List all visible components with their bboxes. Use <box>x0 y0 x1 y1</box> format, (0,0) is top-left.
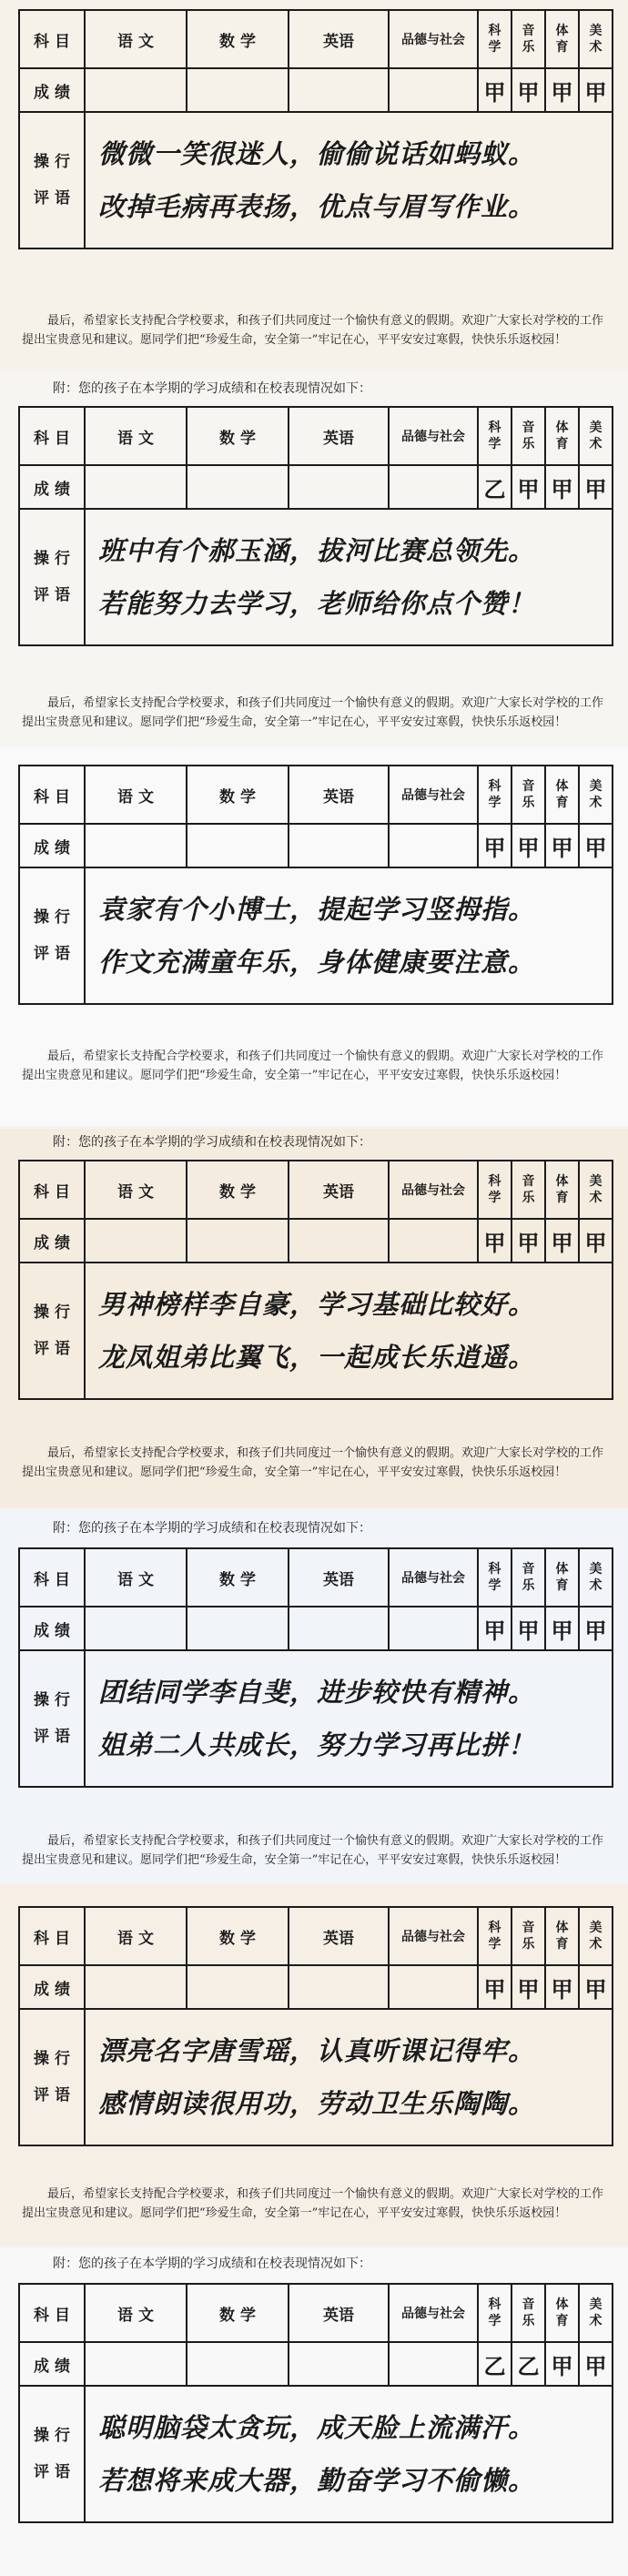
row-label-conduct <box>19 867 85 1004</box>
header-music <box>512 10 545 68</box>
comment-line: 微微一笑很迷人，偷偷说话如蚂蚁。 <box>98 138 536 169</box>
header-math: 数 学 <box>187 10 289 68</box>
header-pe-char: 体 <box>555 1921 569 1935</box>
grade-table <box>18 406 613 646</box>
header-pe <box>545 10 579 68</box>
header-science <box>478 1907 512 1965</box>
header-subject: 科 目 <box>19 766 85 824</box>
score-chinese <box>85 68 187 112</box>
grade-mark: 甲 <box>579 2342 613 2386</box>
header-chinese: 语 文 <box>85 1161 187 1219</box>
score-chinese <box>85 1965 187 2009</box>
grade-table <box>18 1547 613 1788</box>
score-math <box>187 1607 289 1650</box>
row-label-conduct-line: 操 行 <box>34 550 70 568</box>
grade-mark: 甲 <box>478 68 512 112</box>
score-morality <box>389 824 478 867</box>
score-chinese <box>85 1607 187 1650</box>
row-label-conduct <box>19 2386 85 2522</box>
header-english: 英语 <box>289 407 389 465</box>
closing-paragraph: 最后，希望家长支持配合学校要求，和孩子们共同度过一个愉快有意义的假期。欢迎广大家长对学校的工作提出宝贵意见和建议。愿同学们把“珍爱生命，安全第一”牢记在心，平平安安过寒假，快快乐乐返校园！ <box>22 1446 604 1479</box>
header-science-char: 科 <box>488 421 501 435</box>
closing-paragraph: 最后，希望家长支持配合学校要求，和孩子们共同度过一个愉快有意义的假期。欢迎广大家长对学校的工作提出宝贵意见和建议。愿同学们把“珍爱生命，安全第一”牢记在心，平平安安过寒假，快快乐乐返校园！ <box>22 314 604 347</box>
header-math: 数 学 <box>187 766 289 824</box>
header-pe <box>545 1161 579 1219</box>
score-morality <box>389 2342 478 2386</box>
header-science-char: 学 <box>488 40 501 55</box>
header-english: 英语 <box>289 766 389 824</box>
grade-mark: 甲 <box>545 1965 579 2009</box>
header-science-char: 学 <box>488 1937 501 1952</box>
header-science <box>478 1161 512 1219</box>
score-morality <box>389 68 478 112</box>
grade-mark: 甲 <box>579 824 613 867</box>
header-art-char: 美 <box>589 421 603 435</box>
score-english <box>289 2342 389 2386</box>
header-math: 数 学 <box>187 1161 289 1219</box>
header-pe <box>545 2284 579 2342</box>
score-english <box>289 1219 389 1263</box>
handwritten-comment <box>85 867 613 1004</box>
handwritten-comment <box>85 2386 613 2522</box>
header-science-char: 学 <box>488 437 501 451</box>
header-art-char: 术 <box>589 2314 603 2328</box>
header-music-char: 音 <box>522 1174 535 1189</box>
report-sheet <box>0 1511 628 1884</box>
header-english: 英语 <box>289 1907 389 1965</box>
grade-mark: 甲 <box>512 1219 545 1263</box>
handwritten-comment <box>85 2009 613 2145</box>
header-pe-char: 育 <box>555 1937 569 1952</box>
grade-table <box>18 9 613 249</box>
header-chinese: 语 文 <box>85 766 187 824</box>
score-english <box>289 1607 389 1650</box>
grade-mark: 甲 <box>478 1607 512 1650</box>
header-pe <box>545 407 579 465</box>
header-morality: 品德与社会 <box>389 10 478 68</box>
header-chinese: 语 文 <box>85 1907 187 1965</box>
closing-paragraph: 最后，希望家长支持配合学校要求，和孩子们共同度过一个愉快有意义的假期。欢迎广大家长对学校的工作提出宝贵意见和建议。愿同学们把“珍爱生命，安全第一”牢记在心，平平安安过寒假，快快乐乐返校园！ <box>22 2187 604 2220</box>
header-art <box>579 1161 613 1219</box>
header-music-char: 乐 <box>522 1937 535 1952</box>
header-english: 英语 <box>289 2284 389 2342</box>
intro-caption: 附：您的孩子在本学期的学习成绩和在校表现情况如下： <box>53 1135 371 1150</box>
row-label-conduct-line: 评 语 <box>34 586 70 604</box>
handwritten-comment <box>85 1650 613 1787</box>
score-chinese <box>85 824 187 867</box>
grade-table <box>18 765 613 1005</box>
comment-line: 漂亮名字唐雪瑶，认真听课记得牢。 <box>98 2035 536 2066</box>
header-pe <box>545 1548 579 1607</box>
score-english <box>289 1965 389 2009</box>
header-pe-char: 体 <box>555 421 569 435</box>
score-math <box>187 2342 289 2386</box>
header-chinese: 语 文 <box>85 2284 187 2342</box>
header-pe-char: 体 <box>555 2297 569 2312</box>
row-label-score: 成 绩 <box>19 2342 85 2386</box>
header-art-char: 美 <box>589 1174 603 1189</box>
grade-mark: 甲 <box>512 465 545 509</box>
header-science-char: 学 <box>488 1578 501 1593</box>
header-science <box>478 1548 512 1607</box>
intro-caption: 附：您的孩子在本学期的学习成绩和在校表现情况如下： <box>53 1521 371 1536</box>
header-english: 英语 <box>289 1548 389 1607</box>
grade-mark: 乙 <box>478 2342 512 2386</box>
comment-line: 姐弟二人共成长，努力学习再比拼！ <box>98 1729 536 1760</box>
handwritten-comment <box>85 112 613 248</box>
header-subject: 科 目 <box>19 1161 85 1219</box>
row-label-score: 成 绩 <box>19 68 85 112</box>
grade-mark: 甲 <box>545 68 579 112</box>
header-art <box>579 2284 613 2342</box>
header-subject: 科 目 <box>19 10 85 68</box>
comment-line: 班中有个郝玉涵，拔河比赛总领先。 <box>98 535 536 566</box>
header-music-char: 音 <box>522 779 535 794</box>
header-subject: 科 目 <box>19 2284 85 2342</box>
score-morality <box>389 465 478 509</box>
header-english: 英语 <box>289 1161 389 1219</box>
header-music-char: 音 <box>522 1562 535 1577</box>
grade-mark: 甲 <box>545 2342 579 2386</box>
header-pe-char: 育 <box>555 2314 569 2328</box>
header-music <box>512 766 545 824</box>
row-label-conduct-line: 评 语 <box>34 2463 70 2481</box>
header-pe-char: 育 <box>555 1578 569 1593</box>
header-pe-char: 育 <box>555 437 569 451</box>
grade-table <box>18 1160 613 1400</box>
header-pe-char: 育 <box>555 40 569 55</box>
handwritten-comment <box>85 509 613 645</box>
grade-mark: 甲 <box>579 68 613 112</box>
closing-paragraph: 最后，希望家长支持配合学校要求，和孩子们共同度过一个愉快有意义的假期。欢迎广大家长对学校的工作提出宝贵意见和建议。愿同学们把“珍爱生命，安全第一”牢记在心，平平安安过寒假，快快乐乐返校园！ <box>22 1050 604 1082</box>
closing-paragraph: 最后，希望家长支持配合学校要求，和孩子们共同度过一个愉快有意义的假期。欢迎广大家长对学校的工作提出宝贵意见和建议。愿同学们把“珍爱生命，安全第一”牢记在心，平平安安过寒假，快快乐乐返校园！ <box>22 696 604 729</box>
header-english: 英语 <box>289 10 389 68</box>
score-morality <box>389 1607 478 1650</box>
score-chinese <box>85 465 187 509</box>
header-art <box>579 1548 613 1607</box>
row-label-score: 成 绩 <box>19 824 85 867</box>
comment-line: 若想将来成大器，勤奋学习不偷懒。 <box>98 2465 536 2496</box>
header-chinese: 语 文 <box>85 10 187 68</box>
header-art-char: 美 <box>589 2297 603 2312</box>
header-music <box>512 2284 545 2342</box>
score-english <box>289 465 389 509</box>
header-art-char: 术 <box>589 437 603 451</box>
header-pe-char: 体 <box>555 24 569 38</box>
report-sheet <box>0 1884 628 2248</box>
closing-paragraph: 最后，希望家长支持配合学校要求，和孩子们共同度过一个愉快有意义的假期。欢迎广大家长对学校的工作提出宝贵意见和建议。愿同学们把“珍爱生命，安全第一”牢记在心，平平安安过寒假，快快乐乐返校园！ <box>22 1834 604 1867</box>
score-chinese <box>85 1219 187 1263</box>
header-art-char: 美 <box>589 779 603 794</box>
header-science <box>478 2284 512 2342</box>
header-music-char: 音 <box>522 421 535 435</box>
header-art <box>579 1907 613 1965</box>
row-label-conduct-line: 评 语 <box>34 945 70 963</box>
row-label-score: 成 绩 <box>19 1219 85 1263</box>
grade-mark: 甲 <box>478 824 512 867</box>
header-music <box>512 1907 545 1965</box>
header-art-char: 术 <box>589 1937 603 1952</box>
report-sheet <box>0 2248 628 2576</box>
header-music-char: 乐 <box>522 40 535 55</box>
row-label-conduct-line: 操 行 <box>34 153 70 171</box>
header-science-char: 科 <box>488 1174 501 1189</box>
row-label-conduct-line: 评 语 <box>34 2086 70 2104</box>
header-morality: 品德与社会 <box>389 1161 478 1219</box>
score-math <box>187 824 289 867</box>
grade-mark: 甲 <box>579 1607 613 1650</box>
header-science-char: 学 <box>488 2314 501 2328</box>
header-pe-char: 体 <box>555 1174 569 1189</box>
report-sheet <box>0 1129 628 1511</box>
header-music-char: 乐 <box>522 437 535 451</box>
header-science-char: 科 <box>488 24 501 38</box>
row-label-conduct <box>19 2009 85 2145</box>
header-science <box>478 766 512 824</box>
grade-table <box>18 2283 613 2523</box>
header-science <box>478 407 512 465</box>
handwritten-comment <box>85 1263 613 1399</box>
score-english <box>289 68 389 112</box>
header-science <box>478 10 512 68</box>
row-label-conduct <box>19 509 85 645</box>
header-morality: 品德与社会 <box>389 2284 478 2342</box>
report-sheet <box>0 373 628 746</box>
grade-mark: 乙 <box>512 2342 545 2386</box>
comment-line: 作文充满童年乐，身体健康要注意。 <box>98 947 536 978</box>
header-art-char: 美 <box>589 24 603 38</box>
header-science-char: 学 <box>488 796 501 810</box>
grade-mark: 甲 <box>478 1965 512 2009</box>
score-math <box>187 1965 289 2009</box>
row-label-conduct <box>19 112 85 248</box>
score-math <box>187 465 289 509</box>
header-subject: 科 目 <box>19 1548 85 1607</box>
comment-line: 袁家有个小博士，提起学习竖拇指。 <box>98 894 536 925</box>
header-chinese: 语 文 <box>85 1548 187 1607</box>
score-math <box>187 1219 289 1263</box>
header-math: 数 学 <box>187 407 289 465</box>
row-label-conduct-line: 操 行 <box>34 1691 70 1709</box>
header-art <box>579 10 613 68</box>
grade-mark: 甲 <box>512 68 545 112</box>
comment-line: 男神榜样李自豪，学习基础比较好。 <box>98 1289 536 1320</box>
grade-mark: 甲 <box>579 465 613 509</box>
comment-line: 团结同学李自斐，进步较快有精神。 <box>98 1677 536 1708</box>
header-art-char: 术 <box>589 1578 603 1593</box>
row-label-conduct-line: 操 行 <box>34 2427 70 2445</box>
row-label-conduct-line: 评 语 <box>34 1340 70 1358</box>
header-art <box>579 407 613 465</box>
score-english <box>289 824 389 867</box>
header-music <box>512 1161 545 1219</box>
header-pe-char: 育 <box>555 1191 569 1205</box>
grade-mark: 甲 <box>579 1219 613 1263</box>
header-pe-char: 育 <box>555 796 569 810</box>
row-label-score: 成 绩 <box>19 1965 85 2009</box>
header-morality: 品德与社会 <box>389 1907 478 1965</box>
report-sheet <box>0 746 628 1129</box>
comment-line: 龙凤姐弟比翼飞，一起成长乐逍遥。 <box>98 1342 536 1373</box>
header-science-char: 科 <box>488 1921 501 1935</box>
header-art-char: 术 <box>589 1191 603 1205</box>
header-pe <box>545 766 579 824</box>
score-morality <box>389 1219 478 1263</box>
comment-line: 若能努力去学习，老师给你点个赞！ <box>98 588 536 619</box>
header-science-char: 科 <box>488 779 501 794</box>
score-morality <box>389 1965 478 2009</box>
header-art-char: 美 <box>589 1562 603 1577</box>
grade-mark: 甲 <box>545 1219 579 1263</box>
header-science-char: 科 <box>488 2297 501 2312</box>
header-music <box>512 1548 545 1607</box>
header-math: 数 学 <box>187 1548 289 1607</box>
header-art-char: 美 <box>589 1921 603 1935</box>
grade-mark: 甲 <box>512 1965 545 2009</box>
grade-mark: 甲 <box>512 824 545 867</box>
header-music <box>512 407 545 465</box>
header-music-char: 乐 <box>522 2314 535 2328</box>
header-chinese: 语 文 <box>85 407 187 465</box>
grade-mark: 甲 <box>545 465 579 509</box>
row-label-conduct-line: 评 语 <box>34 1728 70 1746</box>
row-label-conduct-line: 操 行 <box>34 1303 70 1322</box>
header-music-char: 音 <box>522 1921 535 1935</box>
header-music-char: 乐 <box>522 796 535 810</box>
grade-mark: 甲 <box>545 1607 579 1650</box>
row-label-conduct-line: 操 行 <box>34 908 70 927</box>
row-label-conduct-line: 评 语 <box>34 189 70 208</box>
grade-mark: 乙 <box>478 465 512 509</box>
header-math: 数 学 <box>187 1907 289 1965</box>
comment-line: 改掉毛病再表扬，优点与眉写作业。 <box>98 191 536 222</box>
header-music-char: 音 <box>522 24 535 38</box>
grade-mark: 甲 <box>579 1965 613 2009</box>
header-music-char: 乐 <box>522 1191 535 1205</box>
score-chinese <box>85 2342 187 2386</box>
grade-mark: 甲 <box>545 824 579 867</box>
header-science-char: 学 <box>488 1191 501 1205</box>
header-pe-char: 体 <box>555 779 569 794</box>
report-sheet <box>0 0 628 373</box>
header-morality: 品德与社会 <box>389 766 478 824</box>
grade-mark: 甲 <box>478 1219 512 1263</box>
header-pe-char: 体 <box>555 1562 569 1577</box>
header-art-char: 术 <box>589 40 603 55</box>
header-art <box>579 766 613 824</box>
row-label-conduct <box>19 1263 85 1399</box>
score-math <box>187 68 289 112</box>
row-label-conduct <box>19 1650 85 1787</box>
row-label-score: 成 绩 <box>19 1607 85 1650</box>
grade-table <box>18 1906 613 2146</box>
header-science-char: 科 <box>488 1562 501 1577</box>
header-pe <box>545 1907 579 1965</box>
intro-caption: 附：您的孩子在本学期的学习成绩和在校表现情况如下： <box>53 381 371 396</box>
intro-caption: 附：您的孩子在本学期的学习成绩和在校表现情况如下： <box>53 2257 371 2271</box>
header-subject: 科 目 <box>19 407 85 465</box>
row-label-score: 成 绩 <box>19 465 85 509</box>
header-math: 数 学 <box>187 2284 289 2342</box>
grade-mark: 甲 <box>512 1607 545 1650</box>
header-subject: 科 目 <box>19 1907 85 1965</box>
header-art-char: 术 <box>589 796 603 810</box>
header-morality: 品德与社会 <box>389 1548 478 1607</box>
row-label-conduct-line: 操 行 <box>34 2050 70 2068</box>
comment-line: 感情朗读很用功，劳动卫生乐陶陶。 <box>98 2088 536 2119</box>
comment-line: 聪明脑袋太贪玩，成天脸上流满汗。 <box>98 2412 536 2443</box>
header-music-char: 音 <box>522 2297 535 2312</box>
header-music-char: 乐 <box>522 1578 535 1593</box>
header-morality: 品德与社会 <box>389 407 478 465</box>
